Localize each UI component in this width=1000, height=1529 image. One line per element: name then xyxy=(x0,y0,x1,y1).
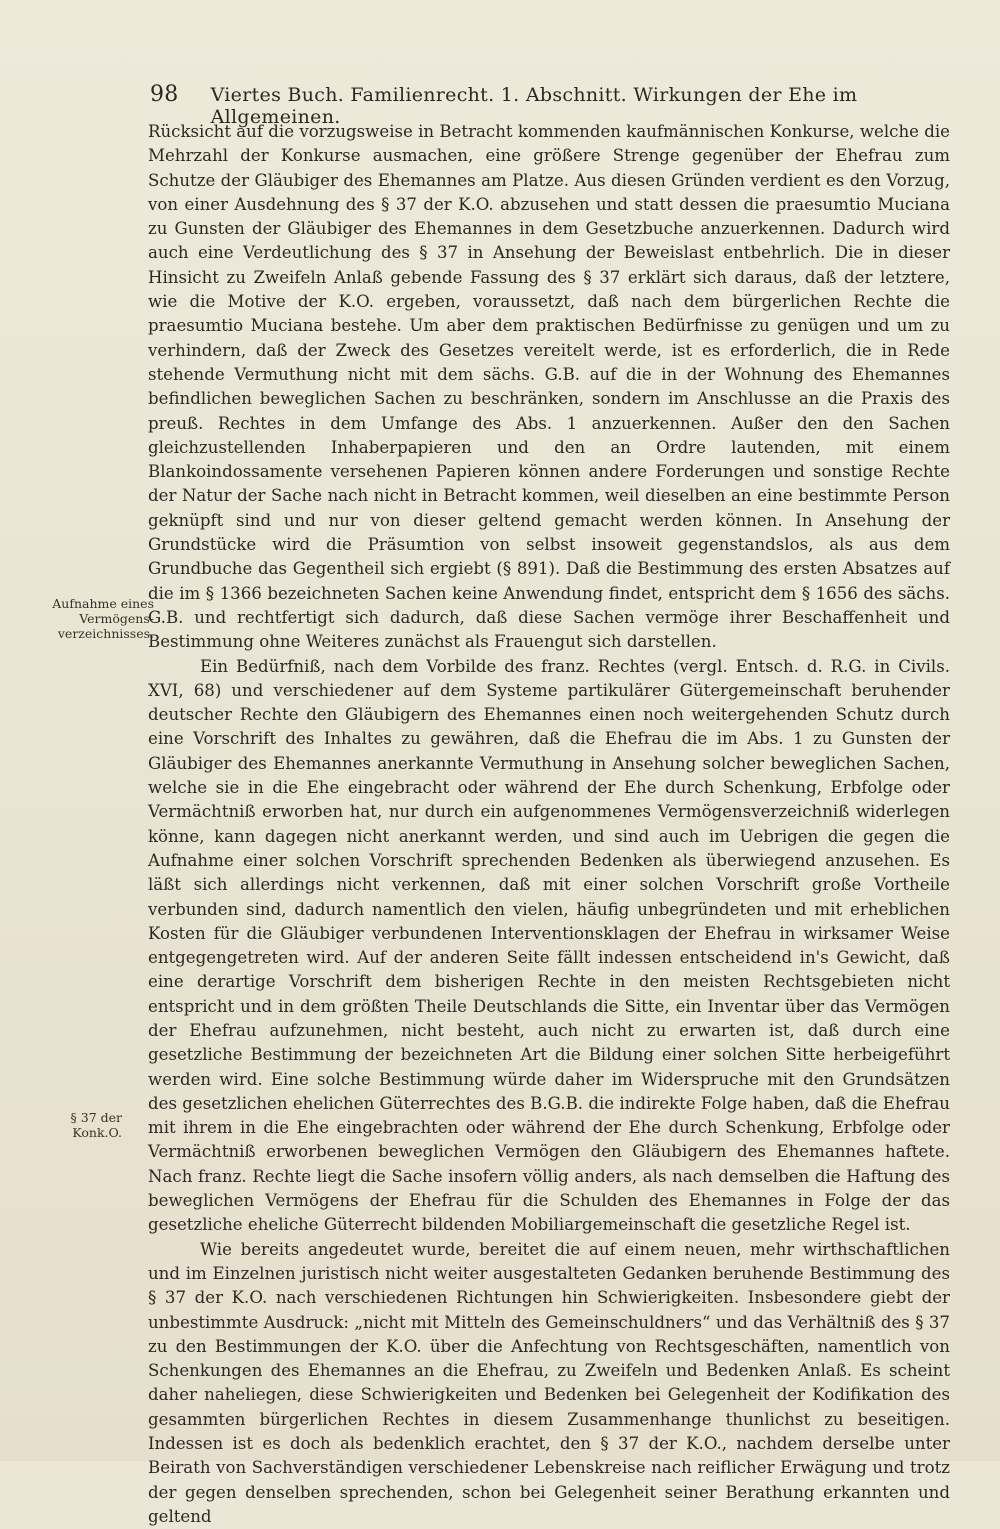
page-number: 98 xyxy=(150,82,179,107)
body-text xyxy=(148,120,950,1529)
margin-note-section-37: § 37 der Konk.O. xyxy=(70,1110,122,1140)
margin-note-inventory: Aufnahme eines Vermögens- verzeichnisses. xyxy=(52,596,154,641)
paragraph: Ein Bedürfniß, nach dem Vorbilde des franz. Rechtes (vergl. Entsch. d. R.G. in Civils. XVI, 68) und verschiedener auf dem Systeme partikulärer Gütergemeinschaft beruhender deutscher Rechte den Gläubigern des Ehemannes einen noch weitergehenden Schutz durch eine Vorschrift des Inhaltes zu gewähren, daß die Ehefrau die im Abs. 1 zu Gunsten der Gläubiger des Ehemannes anerkannte Vermuthung in Ansehung solcher beweglichen Sachen, welche sie in die Ehe eingebracht oder während der Ehe durch Schenkung, Erbfolge oder Vermächtniß erworben hat, nur durch ein aufgenommenes Vermögensverzeichniß widerlegen könne, kann dagegen nicht anerkannt werden, und sind auch im Uebrigen die gegen die Aufnahme einer solchen Vorschrift sprechenden Bedenken als überwiegend anzusehen. Es läßt sich allerdings nicht verkennen, daß mit einer solchen Vorschrift große Vortheile verbunden sind, dadurch namentlich den vielen, häufig unbegründeten und mit erheblichen Kosten für die Gläubiger verbundenen Interventionsklagen der Ehefrau in wirksamer Weise entgegengetreten wird. Auf der anderen Seite fällt indessen entscheidend in's Gewicht, daß eine derartige Vorschrift dem bisherigen Rechte in den meisten Rechtsgebieten nicht entspricht und in dem größten Theile Deutschlands die Sitte, ein Inventar über das Vermögen der Ehefrau aufzunehmen, nicht besteht, auch nicht zu erwarten ist, daß durch eine gesetzliche Bestimmung der bezeichneten Art die Bildung einer solchen Sitte herbeigeführt werden wird. Eine solche Bestimmung würde daher im Widerspruche mit den Grundsätzen des gesetzlichen ehelichen Güterrechtes des B.G.B. die indirekte Folge haben, daß die Ehefrau mit ihrem in die Ehe eingebrachten oder während der Ehe durch Schenkung, Erbfolge oder Vermächtniß erworbenen beweglichen Vermögen den Gläubigern des Ehemannes haftete. Nach franz. Rechte liegt die Sache insofern völlig anders, als nach demselben die Haftung des beweglichen Vermögens der Ehefrau für die Schulden des Ehemannes in Folge der das gesetzliche eheliche Güterrecht bildenden Mobiliargemeinschaft die gesetzliche Regel ist. xyxy=(148,656,950,1235)
page-header xyxy=(150,82,880,128)
running-title: Viertes Buch. Familienrecht. 1. Abschnitt. Wirkungen der Ehe im Allgemeinen. xyxy=(210,84,858,128)
paragraph: Wie bereits angedeutet wurde, bereitet die auf einem neuen, mehr wirthschaftlichen und im Einzelnen juristisch nicht weiter ausgestalteten Gedanken beruhende Bestimmung des § 37 der K.O. nach verschiedenen Richtungen hin Schwierigkeiten. Insbesondere giebt der unbestimmte Ausdruck: „nicht mit Mitteln des Gemeinschuldners“ und das Verhältniß des § 37 zu den Bestimmungen der K.O. über die Anfechtung von Rechtsgeschäften, namentlich von Schenkungen des Ehemannes an die Ehefrau, zu Zweifeln und Bedenken Anlaß. Es scheint daher naheliegen, diese Schwierigkeiten und Bedenken bei Gelegenheit der Kodifikation des gesammten bürgerlichen Rechtes in diesem Zusammenhange thunlichst zu beseitigen. Indessen ist es doch als bedenklich erachtet, den § 37 der K.O., nachdem derselbe unter Beirath von Sachverständigen verschiedener Lebenskreise nach reiflicher Erwägung und trotz der gegen denselben sprechenden, schon bei Gelegenheit seiner Berathung erkannten und geltend xyxy=(148,1239,950,1526)
paragraph: Rücksicht auf die vorzugsweise in Betracht kommenden kaufmännischen Konkurse, welche die Mehrzahl der Konkurse ausmachen, eine größere Strenge gegenüber der Ehefrau zum Schutze der Gläubiger des Ehemannes am Platze. Aus diesen Gründen verdient es den Vorzug, von einer Ausdehnung des § 37 der K.O. abzusehen und statt dessen die praesumtio Muciana zu Gunsten der Gläubiger des Ehemannes in dem Gesetzbuche anzuerkennen. Dadurch wird auch eine Verdeutlichung des § 37 in Ansehung der Beweislast entbehrlich. Die in dieser Hinsicht zu Zweifeln Anlaß gebende Fassung des § 37 erklärt sich daraus, daß der letztere, wie die Motive der K.O. ergeben, voraussetzt, daß nach dem bürgerlichen Rechte die praesumtio Muciana bestehe. Um aber dem praktischen Bedürfnisse zu genügen und um zu verhindern, daß der Zweck des Gesetzes vereitelt werde, ist es erforderlich, die in Rede stehende Vermuthung nicht mit dem sächs. G.B. auf die in der Wohnung des Ehemannes befindlichen beweglichen Sachen zu beschränken, sondern im Anschlusse an die Praxis des preuß. Rechtes in dem Umfange des Abs. 1 anzuerkennen. Außer den den Sachen gleichzustellenden Inhaberpapieren und den an Ordre lautenden, mit einem Blankoindossamente versehenen Papieren können andere Forderungen und sonstige Rechte der Natur der Sache nach nicht in Betracht kommen, weil dieselben an eine bestimmte Person geknüpft sind und nur von dieser geltend gemacht werden können. In Ansehung der Grundstücke wird die Präsumtion von selbst insoweit gegenstandslos, als aus dem Grundbuche das Gegentheil sich ergiebt (§ 891). Daß die Bestimmung des ersten Absatzes auf die im § 1366 bezeichneten Sachen keine Anwendung findet, entspricht dem § 1656 des sächs. G.B. und rechtfertigt sich dadurch, daß diese Sachen vermöge ihrer Beschaffenheit und Bestimmung ohne Weiteres zunächst als Frauengut sich darstellen. xyxy=(148,122,950,652)
